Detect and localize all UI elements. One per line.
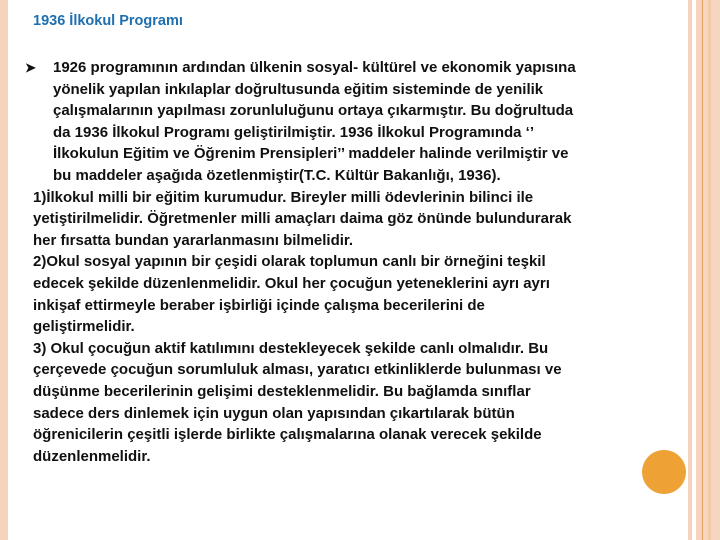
text-line: da 1936 İlkokul Programı geliştirilmiştir. 1936 İlkokul Programında ‘’ [53, 123, 535, 141]
left-border [0, 0, 8, 540]
text-line: İlkokulun Eğitim ve Öğrenim Prensipleri’’ maddeler halinde verilmiştir ve [53, 145, 569, 163]
text-line: çerçevede çocuğun sorumluluk alması, yaratıcı etkinliklerde bulunması ve [33, 361, 562, 379]
right-stripe-line [702, 0, 703, 540]
slide-body [25, 57, 683, 467]
text-line: 2)Okul sosyal yapının bir çeşidi olarak toplumun canlı bir örneğini teşkil [33, 253, 546, 271]
text-line: geliştirmelidir. [33, 318, 135, 336]
right-stripe [708, 0, 711, 540]
text-line: her fırsatta bundan yararlanmasını bilmelidir. [33, 231, 354, 249]
right-stripe [703, 0, 720, 540]
text-line: bu maddeler aşağıda özetlenmiştir(T.C. Kültür Bakanlığı, 1936). [53, 166, 501, 184]
text-line: sadece ders dinlemek için uygun olan yapısından çıkartılarak bütün [33, 404, 515, 422]
arrow-bullet-icon: ➤ [25, 60, 36, 75]
text-line: 1)İlkokul milli bir eğitim kurumudur. Bireyler milli ödevlerinin bilinci ile [33, 188, 534, 206]
text-line: 3) Okul çocuğun aktif katılımını destekleyecek şekilde canlı olmalıdır. Bu [33, 339, 549, 357]
right-stripe [688, 0, 692, 540]
text-line: inkişaf ettirmeyle beraber işbirliği içinde çalışma becerilerini de [33, 296, 485, 314]
text-line: öğrenicilerin çeşitli işlerde birlikte çalışmalarına olanak verecek şekilde [33, 426, 542, 444]
text-line: 1926 programının ardından ülkenin sosyal- kültürel ve ekonomik yapısına [53, 59, 576, 76]
text-line: yetiştirilmelidir. Öğretmenler milli amaçları daima göz önünde bulundurarak [33, 210, 572, 228]
text-line: yönelik yapılan inkılaplar doğrultusunda eğitim sisteminde de yenilik [53, 80, 544, 98]
text-line: düşünme becerilerinin gelişimi desteklenmelidir. Bu bağlamda sınıflar [33, 382, 531, 400]
decorative-circle [642, 450, 686, 494]
text-line: edecek şekilde düzenlenmelidir. Okul her çocuğun yeteneklerini ayrı ayrı [33, 274, 550, 292]
text-line: çalışmalarının yapılması zorunluluğunu ortaya çıkarmıştır. Bu doğrultuda [53, 102, 574, 120]
slide-title: 1936 İlkokul Programı [33, 13, 183, 29]
text-line: düzenlenmelidir. [33, 447, 151, 465]
